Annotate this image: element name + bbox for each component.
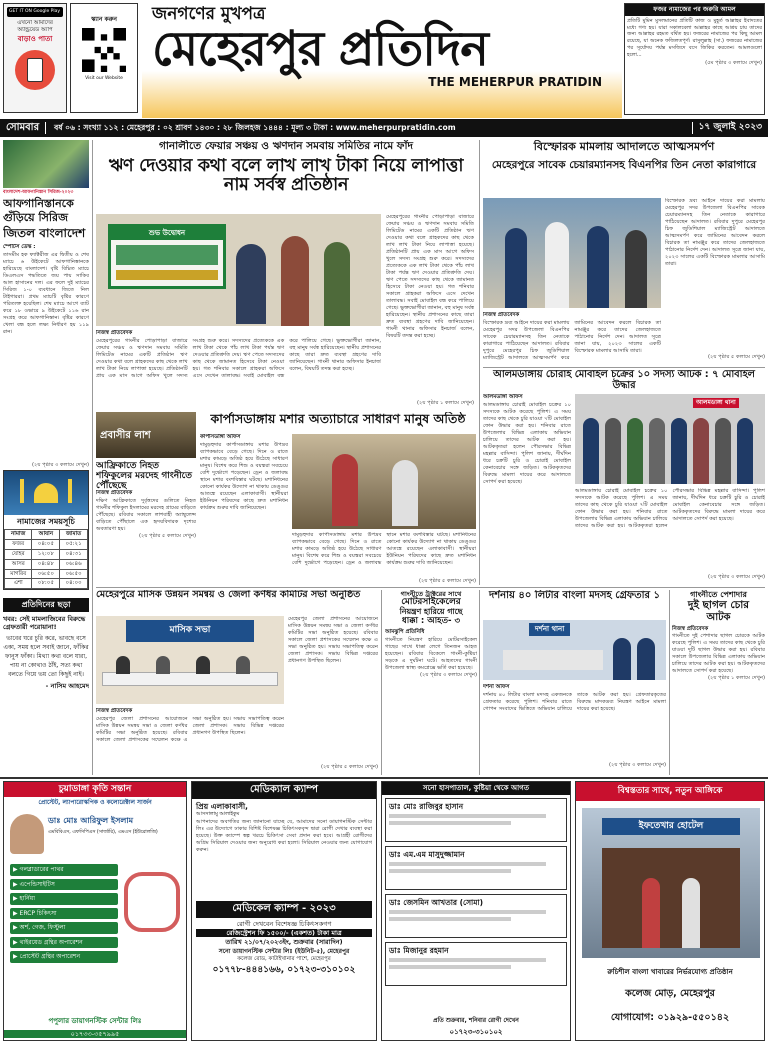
ad4-tag: বিশ্বস্ততার সাথে, নতুন আঙ্গিকে [576,782,764,801]
alamdanga-cont[interactable]: (২য় পৃষ্ঠার ৩ কলামে দেখুন) [707,574,765,580]
ad1-service-item: ▶ অর্শ, গেজ, ফিস্টুলা [10,922,118,934]
lead-headline[interactable]: ঋণ দেওয়ার কথা বলে লাখ লাখ টাকা নিয়ে লাপাত্তা নাম সর্বস্ব প্রতিষ্ঠান [108,156,464,196]
masthead [0,0,768,118]
goat-story [672,590,765,775]
left-column [3,140,89,775]
ad1-service-item: ▶ থাইরয়েড গ্রন্থির অপারেশন [10,937,118,949]
meeting-story [96,590,378,775]
meeting-body-side: মেহেরপুর জেলা প্রশাসনের আয়োজনে মাসিক উন্নয়ন সমন্বয় সভা ও জেলা কর্ণধর কমিটির সভা অনুষ্ঠিত হয়েছে। রবিবার সকালে জেলা প্রশাসকের সম্মেলন কক্ষে এ সভা অনুষ্ঠিত হয়। সভায় সভাপতিত্ব করেন জেলা প্রশাসক। সভায় বিভিন্ন দপ্তরের প্রধানগণ উপস্থিত ছিলেন। [288,616,378,665]
ad3-note: প্রতি শুক্রবার, শনিবার রোগী দেখেন [433,1016,519,1024]
rhyme-author: - নাসিম আহমেদ [45,682,89,691]
motorcycle-head3[interactable]: নিয়ন্ত্রণ হারিয়ে গাছে [399,607,463,617]
meeting-reporter: নিজস্ব প্রতিবেদক [96,708,133,714]
rhyme-body: ভাবের ঘরে চুরি করে, ভাবছে বসে একা, সময় হলে সবাই জানে, ফাঁকির ফানুস ফাঁকা। মিথ্যা কথা বলে যারা, পায় না কোথাও ঠাঁই, সত্য কথা বলতে গিয়ে ভয় তো কিছুই নাই। [3,635,89,679]
lead-banner-text: শুভ উদ্বোধন [111,227,223,240]
ad2-greeting: প্রিয় এলাকাবাসী, [196,801,248,811]
dateline-bar [0,119,768,137]
goat-head1[interactable]: গাংনীতে পেশাদার [690,590,747,599]
karpas-reporter: কার্পাসডাঙ্গা অফিস [200,434,241,440]
doctor-avatar [10,814,44,854]
probash-tag: প্রবাসীর লাশ [100,430,151,441]
goat-reporter: নিজস্ব প্রতিবেদক [672,625,709,632]
lead-story [96,140,476,412]
app-promo-line2: অ্যান্ড্রয়েড অ্যাপ [17,26,53,33]
qr-code-icon[interactable] [82,28,126,72]
ad3-title: সনো হাসপাতাল, কুষ্টিয়া থেকে আগত [382,782,570,795]
ad2-line1: রোগী দেখবেন বিশেষজ্ঞ চিকিৎসকগণ [236,919,332,928]
prayer-header-cell: জামাত [60,530,88,540]
ad3-doctor-name: ডাঃ মোঃ রাজিবুর হাসান [389,801,464,811]
ad1-service-item: ▶ প্রোস্টেট গ্রন্থির অপারেশন [10,951,118,963]
meeting-photo [96,616,284,704]
ad1-doctor: ডাঃ মোঃ আরিফুল ইসলাম [48,816,134,825]
prayer-cell: ০৬:৪৬ [60,559,88,569]
ad2-body: আপনাদের অবগতির জন্য জানানো যাচ্ছে যে, আমাদের সনো ডায়াগনস্টিক সেন্টার লিঃ এর উদ্যোগে ঢাকার বিশিষ্ট বিশেষজ্ঞ চিকিৎসকবৃন্দ দ্বারা রোগী দেখার ব্যবস্থা করা হয়েছে। উক্ত ক্যাম্পে স্বল্প খরচে চিকিৎসা সেবা প্রদান করা হবে। আগ্রহী রোগীদের অগ্রিম সিরিয়াল দেওয়ার জন্য অনুরোধ করা হলো। সিরিয়াল নেওয়ার জন্য যোগাযোগ করুন। [196,819,372,854]
prayer-cell: ০৬:৫০ [60,569,88,579]
prayer-table [4,529,88,589]
goat-head2[interactable]: দুই ছাগল চোর [687,599,750,611]
prayer-title: নামাজের সময়সূচি [17,517,75,526]
probash-head[interactable]: আফ্রিকাতে নিহত শফিকুলের মরদেহ গাংনীতে পৌঁছেছে [96,461,193,491]
intestine-icon [124,872,180,932]
probash-photo [96,412,196,458]
qr-caption: Visit our Website [85,75,123,81]
ad2-venue: সনো ডায়াগনস্টিক সেন্টার লিঃ (ইউনিট-৫), মেহেরপুর [218,948,350,955]
ad1-subtitle: প্রোস্টেট, ল্যাপারোস্কপিক ও কলোরেক্টাল সার্জন [38,799,152,807]
sport-cont[interactable]: (২য় পৃষ্ঠার ৩ কলামে দেখুন) [31,462,89,468]
ad1-service-list [10,864,118,966]
meeting-headline[interactable]: মেহেরপুরে মাসিক উন্নয়ন সমন্বয় ও জেলা কর্ণধর কমিটির সভা অনুষ্ঠিত [96,590,361,600]
prayer-row [5,569,88,579]
ad2-line2: রেজিস্ট্রেশন ফি ১৫০০/- (একশত) টাকা মাত্র [196,929,372,937]
ear-right-title: ফজর নামাজের পর জরুরি আমল [625,4,764,16]
google-play-badge[interactable]: GET IT ON Google Play [7,7,63,17]
ad4-line: রুচিশীল বাংলা খাবারের নির্ভরযোগ্য প্রতিষ্ঠান [607,968,733,976]
alamdanga-photo [575,394,765,484]
alamdanga-reporter: আলমডাঙ্গা অফিস [483,394,523,400]
masthead-title-area [142,0,622,118]
cricket-photo [3,140,89,188]
ad3-doctor-name: ডাঃ এম.এম মাসুদুজ্জামান [389,849,465,859]
motorcycle-reporter: আমঝুপি প্রতিনিধি [385,629,425,636]
darshana-headline[interactable]: দর্শনায় ৪০ লিটার বাংলা মদসহ গ্রেফতার ১ [488,590,660,601]
lead-body-side: মেহেরপুরের গাংনীর পোড়াপাড়া বাজারে ফেয়ার সঞ্চয় ও ঋণদান সমবায় সমিতি লিমিটেড নামের একটি প্রতিষ্ঠান ঋণ দেওয়ার কথা বলে গ্রাহকদের কাছ থেকে লাখ লাখ টাকা নিয়ে লাপাত্তা হয়েছে। প্রতিষ্ঠানটি প্রায় এক মাস আগে অফিস খুলে সদস্য সংগ্রহ শুরু করে। সদস্যদের প্রত্যেককে এক লাখ টাকা থেকে পাঁচ লাখ টাকা পর্যন্ত ঋণ দেওয়ার প্রতিশ্রুতি দেয়। ঋণ পেতে সদস্যদের কাছ থেকে জামানত হিসেবে টাকা নেওয়া হয়। গত শনিবার সকালে গ্রাহকরা অফিসে এসে দেখেন তালাবদ্ধ। সবাই মোবাইল বন্ধ করে পালিয়ে গেছে। ভুক্তভোগীরা জানান, বহু মানুষ সর্বস্ব হারিয়েছেন। স্থানীয় প্রশাসনের কাছে তারা দ্রুত ব্যবস্থা গ্রহণের দাবি জানিয়েছেন। গাংনী থানার অফিসার ইনচার্জ বলেন, বিষয়টি তদন্ত করা হচ্ছে। [386,214,474,340]
prayer-row [5,559,88,569]
rhyme-box [3,598,89,773]
alamdanga-sign: আলমডাঙ্গা থানা [693,398,739,408]
sport-head2[interactable]: গুঁড়িয়ে সিরিজ [3,211,68,224]
lead-reporter: নিজস্ব প্রতিবেদক [96,330,133,336]
lead-photo [96,214,381,326]
lead-body: মেহেরপুরের গাংনীর পোড়াপাড়া বাজারে ফেয়ার সঞ্চয় ও ঋণদান সমবায় সমিতি লিমিটেড নামের একটি প্রতিষ্ঠান ঋণ দেওয়ার কথা বলে গ্রাহকদের কাছ থেকে লাখ লাখ টাকা নিয়ে লাপাত্তা হয়েছে। প্রতিষ্ঠানটি প্রায় এক মাস আগে অফিস খুলে সদস্য সংগ্রহ শুরু করে। সদস্যদের প্রত্যেককে এক লাখ টাকা থেকে পাঁচ লাখ টাকা পর্যন্ত ঋণ দেওয়ার প্রতিশ্রুতি দেয়। ঋণ পেতে সদস্যদের কাছ থেকে জামানত হিসেবে টাকা নেওয়া হয়। গত শনিবার সকালে গ্রাহকরা অফিসে এসে দেখেন তালাবদ্ধ। সবাই মোবাইল বন্ধ করে পালিয়ে গেছে। ভুক্তভোগীরা জানান, বহু মানুষ সর্বস্ব হারিয়েছেন। স্থানীয় প্রশাসনের কাছে তারা দ্রুত ব্যবস্থা গ্রহণের দাবি জানিয়েছেন। গাংনী থানার অফিসার ইনচার্জ বলেন, বিষয়টি তদন্ত করা হচ্ছে। [96,337,381,379]
prayer-cell: ফজর [5,539,32,549]
ad3-doctor-item [385,798,567,842]
masthead-title-en: THE MEHERPUR PRATIDIN [428,75,602,90]
masthead-title[interactable]: মেহেরপুর প্রতিদিন [152,21,488,78]
sport-body: তাসমীম হক ফ্যাক্টরীজ এর দ্বিতীয় ও শেষ ম্যাচে ৬ উইকেটে আফগানিস্তানকে হারিয়েছে বাংলাদেশ। বৃষ্টি বিঘ্নিত ম্যাচে ডিএলএস পদ্ধতিতে জয় পায় সাকিব আল হাসানের দল। এর ফলে দুই ম্যাচের সিরিজ ১-০ ব্যবধানে জিতে নিল টাইগাররা। প্রথম ম্যাচটি বৃষ্টির কারণে পরিত্যক্ত হয়েছিল। শেষ ম্যাচে আগে ব্যাট করে ১৮ ওভারে ৯ উইকেটে ১১৬ রান সংগ্রহ করে আফগানিস্তান। বৃষ্টির কারণে খেলা বন্ধ হলে লক্ষ্য নির্ধারণ হয় ১১৯ রান। [3,251,89,335]
ad-medical-camp[interactable] [191,781,377,1041]
prayer-cell: ০৮:০৫ [32,579,60,589]
prayer-row [5,539,88,549]
sport-reporter: স্পোর্টস ডেস্ক : [3,244,36,250]
motorcycle-story [385,590,477,775]
ad1-service-item: ▶ এপেন্ডিসাইটিস [10,879,118,891]
ad1-service-item: ▶ ERCP চিকিৎসা [10,908,118,920]
prayer-box [3,470,89,590]
ad3-doctor-list [382,795,570,993]
meeting-body: মেহেরপুর জেলা প্রশাসনের আয়োজনে মাসিক উন্নয়ন সমন্বয় সভা ও জেলা কর্ণধর কমিটির সভা অনুষ্ঠিত হয়েছে। রবিবার সকালে জেলা প্রশাসকের সম্মেলন কক্ষে এ সভা অনুষ্ঠিত হয়। সভায় সভাপতিত্ব করেন জেলা প্রশাসক। সভায় বিভিন্ন দপ্তরের প্রধানগণ উপস্থিত ছিলেন। [96,715,284,743]
prayer-cell: এশা [5,579,32,589]
motorcycle-cont[interactable]: (২য় পৃষ্ঠার ৩ কলামে দেখুন) [419,671,477,678]
ad1-degree: এমবিবিএস, এফসিপিএস (সার্জারি), এমএস (ইউরোলজি) [48,830,158,835]
prayer-cell: ০৪:০০ [60,579,88,589]
ad1-title: চুয়াডাঙ্গা কৃতি সন্তান [4,782,186,797]
app-promo-line3: বাড়াও পাতা [17,35,53,44]
masthead-tagline: জনগণের মুখপত্র [152,4,266,24]
rhyme-head[interactable]: খবর: সেই মামলাজিবের বিরুদ্ধে গ্রেফতারী পরোয়ানা! [3,615,86,632]
darshana-sign: দর্শনা থানা [529,623,570,636]
alamdanga-body: আলমডাঙ্গায় চোরাই মোবাইল চক্রের ১০ সদস্যকে আটক করেছে পুলিশ। এ সময় তাদের কাছ থেকে চুরি যাওয়া ৭টি মোবাইল ফোন উদ্ধার করা হয়। শনিবার রাতে উপজেলার বিভিন্ন এলাকায় অভিযান চালিয়ে তাদের আটক করা হয়। আটককৃতরা হলেন পৌরসভার বিভিন্ন মহল্লার বাসিন্দা। পুলিশ জানায়, দীর্ঘদিন ধরে চক্রটি চুরি ও চোরাই মোবাইল কেনাবেচার সঙ্গে জড়িত। আটককৃতদের বিরুদ্ধে মামলা দায়ের করে আদালতে সোপর্দ করা হয়েছে। [483,401,571,485]
goat-head3[interactable]: আটক [706,611,731,623]
prayer-header-row [5,530,88,540]
app-illustration [15,50,55,90]
ad1-center: পপুলার ডায়াগনস্টিক সেন্টার লিঃ [48,1017,142,1026]
ad-doctor[interactable] [3,781,187,1041]
karpas-story [200,412,476,587]
ad2-camp: মেডিকেল ক্যাম্প - ২০২৩ [196,901,372,918]
goat-body: গাংনীতে দুই পেশাদার ছাগল চোরকে আটক করেছে পুলিশ। এ সময় তাদের কাছ থেকে চুরি যাওয়া দুটি ছাগল উদ্ধার করা হয়। রবিবার সকালে উপজেলার বিভিন্ন এলাকায় অভিযান চালিয়ে তাদের আটক করা হয়। আটককৃতদের আদালতে সোপর্দ করা হয়েছে। [672,633,765,675]
ad1-phone[interactable]: ০১৭৩৩-৩৫৭৯৯৫ [4,1030,186,1038]
motorcycle-head2[interactable]: মোটরসাইকেলের [401,597,461,608]
ad-hotel[interactable] [575,781,765,1041]
lead-kicker[interactable]: গানালীতে ফেয়ার সঞ্চয় ও ঋণদান সমবায় সমিতির নামে ফাঁদ [158,140,414,152]
prayer-header-cell: আযান [32,530,60,540]
darshana-body: দর্শনায় ৪০ লিটার বাংলা মদসহ একজনকে গ্রেফতার করেছে পুলিশ। শনিবার রাতে গোপন সংবাদের ভিত্তিতে অভিযান চালিয়ে তাকে আটক করা হয়। গ্রেফতারকৃতের বিরুদ্ধে মাদকদ্রব্য নিয়ন্ত্রণ আইনে মামলা দায়ের করা হয়েছে। [483,691,666,712]
alamdanga-story [483,370,765,585]
right-kicker[interactable]: বিস্ফোরক মামলায় আদালতে আত্মসমর্পণ [533,140,715,153]
sport-head3[interactable]: জিতল বাংলাদেশ [3,226,86,240]
karpas-body: দামুড়হুদার কার্পাসডাঙ্গায় মশার উপদ্রব ব্যাপকভাবে বেড়ে গেছে। দিনে ও রাতে মশার কামড়ে অতিষ্ঠ হয়ে উঠেছে সাধারণ মানুষ। বিশেষ করে শিশু ও বয়স্করা সবচেয়ে বেশি দুর্ভোগে পড়েছেন। ড্রেন ও জলাবদ্ধ স্থানে মশার বংশবিস্তার ঘটছে। মশানিধনের কোনো কার্যকর উদ্যোগ না থাকায় ডেঙ্গুর আতঙ্কে রয়েছেন এলাকাবাসী। স্থানীয়রা ইউনিয়ন পরিষদের কাছে দ্রুত মশানিধন কার্যক্রম শুরুর দাবি জানিয়েছেন। [200,441,288,511]
motorcycle-head1[interactable]: গাংনীতে ট্রাক্টরের সাথে [400,590,462,598]
karpas-cont[interactable]: (২য় পৃষ্ঠার ৫ কলামে দেখুন) [419,578,476,584]
mosque-icon [4,471,88,515]
rhyme-title: প্রতিদিনের ছড়া [3,598,89,612]
probash-cont[interactable]: (২য় পৃষ্ঠার ৫ কলামে দেখুন) [139,532,196,539]
darshana-cont[interactable]: (২য় পৃষ্ঠার ৩ কলামে দেখুন) [608,761,666,768]
ad4-addr: কলেজ মোড়, মেহেরপুর [625,988,715,999]
right-top-story [483,140,765,365]
app-promo-box[interactable] [3,3,67,113]
dateline-day: সোমবার [0,122,46,135]
ad2-line3: তারিখ ২১/০৭/২০২৩ইং, শুক্রবার (সারাদিন) [225,937,343,946]
app-promo-line1: এখনো আমাদের [17,19,53,26]
prayer-header-cell: নামাজ [5,530,32,540]
ad2-phone[interactable]: ০১৭৭৮-৪৪৪১৬৬, ০১৭২৩-৩১০১০২ [212,965,356,976]
ad3-doctor-name: ডাঃ জেসমিন আখতার (সোমা) [389,897,483,907]
probash-story [96,412,196,587]
prayer-cell: ১২:০৮ [32,549,60,559]
ad2-addr: কলেজ রোড, কাটাইখানার পাশে, মেহেরপুর [237,955,331,962]
prayer-cell: যোহর [5,549,32,559]
motorcycle-head4[interactable]: ধাক্কা : আহত- ৩ [401,615,461,626]
alamdanga-body-b: আলমডাঙ্গায় চোরাই মোবাইল চক্রের ১০ সদস্যকে আটক করেছে পুলিশ। এ সময় তাদের কাছ থেকে চুরি যাওয়া ৭টি মোবাইল ফোন উদ্ধার করা হয়। শনিবার রাতে উপজেলার বিভিন্ন এলাকায় অভিযান চালিয়ে তাদের আটক করা হয়। আটককৃতরা হলেন পৌরসভার বিভিন্ন মহল্লার বাসিন্দা। পুলিশ জানায়, দীর্ঘদিন ধরে চক্রটি চুরি ও চোরাই মোবাইল কেনাবেচার সঙ্গে জড়িত। আটককৃতদের বিরুদ্ধে মামলা দায়ের করে আদালতে সোপর্দ করা হয়েছে। [575,488,765,530]
ad3-doctor-item [385,942,567,986]
right-reporter: নিজস্ব প্রতিবেদক [483,312,520,318]
ad4-phone[interactable]: যোগাযোগ: ০১৯২৯-৫৫০১৪২ [610,1012,730,1023]
right-body: বিস্ফোরক দ্রব্য আইনে দায়ের করা মামলায় মেহেরপুর সদর উপজেলা বিএনপির সাবেক চেয়ারম্যানসহ তিন নেতাকে কারাগারে পাঠিয়েছেন আদালত। রবিবার দুপুরে মেহেরপুর চিফ জুডিশিয়াল ম্যাজিস্ট্রেট আদালতে আত্মসমর্পণ করে জামিনের আবেদন করলে বিচারক তা নামঞ্জুর করে তাদের জেলহাজতে পাঠানোর নির্দেশ দেন। আদালত সূত্রে জানা যায়, ২০২৩ সালের একটি বিস্ফোরক মামলার আসামি তারা। [483,319,661,361]
dateline-info: বর্ষ ০৬ : সংখ্যা ১১২ : মেহেরপুর : ০২ শ্রাবণ ১৪৩০ : ২৮ জিলহজ ১৪৪৪ : মূল্য ৩ টাকা : www.meherpurpratidin.com [54,123,456,133]
prayer-cell: আসর [5,559,32,569]
prayer-cell: ০৪:৪৮ [32,559,60,569]
right-headline[interactable]: মেহেরপুরে সাবেক চেয়ারম্যানসহ বিএনপির তিন নেতা কারাগারে [491,158,757,171]
ear-right-box [624,3,765,115]
probash-reporter: নিজস্ব প্রতিবেদক [96,490,133,496]
prayer-row [5,549,88,559]
prayer-cell: ০৫:২১ [60,539,88,549]
right-cont[interactable]: (২য় পৃষ্ঠার ৫ কলামে দেখুন) [708,354,765,360]
prayer-cell: ০৪:০৫ [32,539,60,549]
ad1-service-item: ▶ গলব্লাডারের পাথর [10,864,118,876]
ad1-service-item: ▶ হার্নিয়া [10,893,118,905]
sport-head1[interactable]: আফগানিস্তানকে [3,197,74,210]
dateline-date: ১৭ জুলাই ২০২৩ [692,122,768,133]
ad2-title: মেডিক্যাল ক্যাম্প [192,782,376,799]
qr-box[interactable] [70,3,138,113]
ad4-sign: ইফতেখার হোটেল [602,818,740,835]
karpas-body-b: দামুড়হুদার কার্পাসডাঙ্গায় মশার উপদ্রব ব্যাপকভাবে বেড়ে গেছে। দিনে ও রাতে মশার কামড়ে অতিষ্ঠ হয়ে উঠেছে সাধারণ মানুষ। বিশেষ করে শিশু ও বয়স্করা সবচেয়ে বেশি দুর্ভোগে পড়েছেন। ড্রেন ও জলাবদ্ধ স্থানে মশার বংশবিস্তার ঘটছে। মশানিধনের কোনো কার্যকর উদ্যোগ না থাকায় ডেঙ্গুর আতঙ্কে রয়েছেন এলাকাবাসী। স্থানীয়রা ইউনিয়ন পরিষদের কাছে দ্রুত মশানিধন কার্যক্রম শুরুর দাবি জানিয়েছেন। [292,532,476,567]
lead-cont[interactable]: (২য় পৃষ্ঠার ১ কলামে দেখুন) [417,400,474,406]
hotel-photo [582,808,760,958]
ad3-doctor-item [385,846,567,890]
darshana-photo [483,620,666,680]
prayer-cell: ০৪:৩১ [60,549,88,559]
prayer-row [5,579,88,589]
motorcycle-body: গাংনীতে নিয়ন্ত্রণ হারিয়ে মোটরসাইকেল গাছের সাথে ধাক্কা লেগে তিনজন আহত হয়েছেন। রবিবার বিকেলে গাংনী-কুষ্টিয়া সড়কে এ দুর্ঘটনা ঘটে। আহতদের গাংনী উপজেলা স্বাস্থ্য কমপ্লেক্সে ভর্তি করা হয়েছে। [385,636,477,671]
prayer-cell: মাগরিব [5,569,32,579]
karpas-photo [292,434,476,529]
goat-cont[interactable]: (২য় পৃষ্ঠার ১ কলামে দেখুন) [708,675,765,682]
darshana-story [483,590,666,775]
ad-sono-hospital[interactable] [381,781,571,1041]
ad3-phone[interactable]: ০১৭২৩-৩১০১০২ [449,1028,503,1037]
ear-right-cont[interactable]: (৫ম পৃষ্ঠার ৩ কলামে দেখুন) [705,60,762,67]
meeting-cont[interactable]: (২য় পৃষ্ঠার ৫ কলামে দেখুন) [321,764,378,770]
sport-tag: বাংলাদেশ-আফগানিস্তান সিরিজ-২০২৩ [3,190,74,195]
right-body-side: বিস্ফোরক দ্রব্য আইনে দায়ের করা মামলায় মেহেরপুর সদর উপজেলা বিএনপির সাবেক চেয়ারম্যানসহ তিন নেতাকে কারাগারে পাঠিয়েছেন আদালত। রবিবার দুপুরে মেহেরপুর চিফ জুডিশিয়াল ম্যাজিস্ট্রেট আদালতে আত্মসমর্পণ করে জামিনের আবেদন করলে বিচারক তা নামঞ্জুর করে তাদের জেলহাজতে পাঠানোর নির্দেশ দেন। আদালত সূত্রে জানা যায়, ২০২৩ সালের একটি বিস্ফোরক মামলার আসামি তারা। [665,198,765,268]
darshana-reporter: দর্শনা অফিস [483,684,510,690]
ad3-doctor-item [385,894,567,938]
ad2-sub: আসসালামু আলাইকুম [196,810,240,817]
ear-right-body: প্রতিটি মুমিন মুসলমানের প্রতিটি কাজ ও মুহূর্ত আল্লাহর ইবাদতের মধ্যে গণ্য হয়। যারা সকালবেলা আল্লাহর কাছে আশ্রয় চায় তাদের জন্য আল্লাহর রহমত বর্ষিত হয়। ফজরের নামাজের পর কিছু আমল রয়েছে, যা অনেক ফজিলতপূর্ণ। রাসুলুল্লাহ (সা.) ফজরের নামাজের পর সূর্যোদয় পর্যন্ত মসজিদে বসে জিকির করতেন। আমলগুলো হলো... [627,17,762,58]
meeting-banner: মাসিক সভা [169,625,211,635]
probash-body: দক্ষিণ আফ্রিকাতে দুর্বৃত্তদের গুলিতে নিহত গাংনীর শফিকুল ইসলামের মরদেহ গ্রামের বাড়িতে পৌঁছেছে। রবিবার সকালে লাশবাহী অ্যাম্বুলেন্স বাড়িতে পৌঁছালে এক হৃদয়বিদারক দৃশ্যের অবতারণা হয়। [96,497,196,532]
prayer-cell: ০৬:৫০ [32,569,60,579]
qr-label: স্ক্যান করুন [91,16,117,23]
alamdanga-headline[interactable]: আলমডাঙ্গায় চোরাই মোবাইল চক্রের ১০ সদস্য আটক : ৭ মোবাইল উদ্ধার [493,370,755,391]
karpas-head[interactable]: কার্পাসডাঙ্গায় মশার অত্যাচারে সাধারণ মানুষ অতিষ্ঠ [210,412,466,426]
ad3-doctor-name: ডাঃ মিজানুর রহমান [389,945,449,955]
right-photo [483,198,661,308]
